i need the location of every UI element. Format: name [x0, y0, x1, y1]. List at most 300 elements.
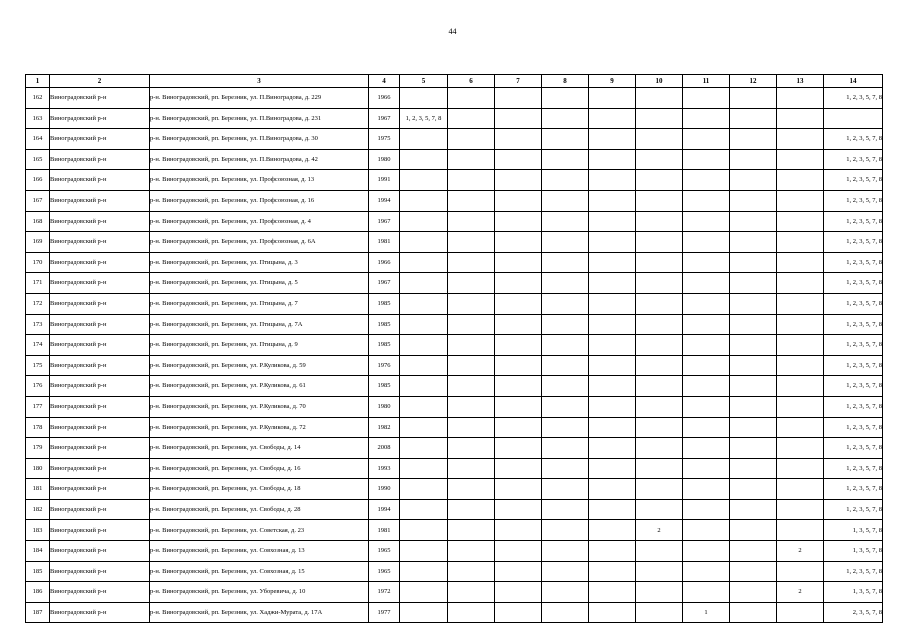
column-12-cell [730, 541, 777, 562]
column-5-cell: 1, 2, 3, 5, 7, 8 [400, 108, 448, 129]
column-8-cell [542, 499, 589, 520]
column-7-cell [495, 273, 542, 294]
district-cell: Виноградовский р-н [50, 602, 150, 623]
column-9-cell [589, 108, 636, 129]
year-cell: 1985 [369, 314, 400, 335]
address-cell: р-н. Виноградовский, рп. Березник, ул. Птицына, д. 9 [150, 335, 369, 356]
column-13-cell [777, 149, 824, 170]
column-7-cell [495, 211, 542, 232]
column-9-cell [589, 190, 636, 211]
column-12-cell [730, 108, 777, 129]
table-row [26, 335, 883, 356]
address-cell: р-н. Виноградовский, рп. Березник, ул. Хаджи-Мурата, д. 17А [150, 602, 369, 623]
row-number: 184 [26, 541, 50, 562]
column-6-cell [448, 108, 495, 129]
row-number: 179 [26, 438, 50, 459]
column-8-cell [542, 396, 589, 417]
district-cell: Виноградовский р-н [50, 170, 150, 191]
column-6-cell [448, 211, 495, 232]
column-10-cell [636, 376, 683, 397]
column-11-cell [683, 211, 730, 232]
column-13-cell [777, 335, 824, 356]
column-12-cell [730, 88, 777, 109]
table-row [26, 499, 883, 520]
column-5-cell [400, 293, 448, 314]
column-13-cell [777, 561, 824, 582]
year-cell: 1975 [369, 129, 400, 150]
table-row [26, 88, 883, 109]
column-6-cell [448, 190, 495, 211]
column-14-cell: 1, 3, 5, 7, 8 [824, 582, 883, 603]
district-cell: Виноградовский р-н [50, 335, 150, 356]
column-13-cell [777, 211, 824, 232]
row-number: 170 [26, 252, 50, 273]
column-8-cell [542, 541, 589, 562]
column-6-cell [448, 499, 495, 520]
column-14-cell: 1, 2, 3, 5, 7, 8 [824, 314, 883, 335]
column-11-cell [683, 499, 730, 520]
column-12-cell [730, 561, 777, 582]
column-14-cell [824, 108, 883, 129]
column-7-cell [495, 108, 542, 129]
column-5-cell [400, 520, 448, 541]
column-12-cell [730, 190, 777, 211]
column-header-5: 5 [400, 75, 448, 88]
column-14-cell: 1, 2, 3, 5, 7, 8 [824, 211, 883, 232]
column-13-cell [777, 602, 824, 623]
column-9-cell [589, 396, 636, 417]
table-row [26, 376, 883, 397]
column-8-cell [542, 88, 589, 109]
column-6-cell [448, 314, 495, 335]
column-10-cell [636, 561, 683, 582]
column-14-cell: 1, 2, 3, 5, 7, 8 [824, 479, 883, 500]
district-cell: Виноградовский р-н [50, 396, 150, 417]
column-5-cell [400, 541, 448, 562]
column-12-cell [730, 458, 777, 479]
column-5-cell [400, 602, 448, 623]
column-5-cell [400, 561, 448, 582]
column-8-cell [542, 211, 589, 232]
column-14-cell: 1, 2, 3, 5, 7, 8 [824, 232, 883, 253]
column-header-10: 10 [636, 75, 683, 88]
column-7-cell [495, 458, 542, 479]
table-row [26, 232, 883, 253]
row-number: 167 [26, 190, 50, 211]
column-13-cell [777, 479, 824, 500]
row-number: 181 [26, 479, 50, 500]
column-7-cell [495, 541, 542, 562]
column-5-cell [400, 438, 448, 459]
column-9-cell [589, 129, 636, 150]
column-6-cell [448, 438, 495, 459]
column-13-cell [777, 314, 824, 335]
address-cell: р-н. Виноградовский, рп. Березник, ул. Свободы, д. 28 [150, 499, 369, 520]
column-9-cell [589, 602, 636, 623]
table-row [26, 582, 883, 603]
page-number: 44 [448, 27, 457, 36]
column-14-cell: 1, 2, 3, 5, 7, 8 [824, 561, 883, 582]
row-number: 185 [26, 561, 50, 582]
column-12-cell [730, 335, 777, 356]
header-row [26, 75, 883, 88]
address-cell: р-н. Виноградовский, рп. Березник, ул. Р.Куликова, д. 61 [150, 376, 369, 397]
column-11-cell [683, 479, 730, 500]
row-number: 177 [26, 396, 50, 417]
column-7-cell [495, 170, 542, 191]
column-6-cell [448, 396, 495, 417]
address-cell: р-н. Виноградовский, рп. Березник, ул. Свободы, д. 16 [150, 458, 369, 479]
district-cell: Виноградовский р-н [50, 88, 150, 109]
column-7-cell [495, 396, 542, 417]
table-row [26, 252, 883, 273]
column-14-cell: 1, 2, 3, 5, 7, 8 [824, 376, 883, 397]
column-5-cell [400, 396, 448, 417]
table-row [26, 602, 883, 623]
year-cell: 1965 [369, 541, 400, 562]
column-12-cell [730, 479, 777, 500]
column-12-cell [730, 438, 777, 459]
address-cell: р-н. Виноградовский, рп. Березник, ул. Р.Куликова, д. 72 [150, 417, 369, 438]
column-9-cell [589, 582, 636, 603]
column-10-cell: 2 [636, 520, 683, 541]
column-9-cell [589, 252, 636, 273]
address-cell: р-н. Виноградовский, рп. Березник, ул. Профсоюзная, д. 13 [150, 170, 369, 191]
district-cell: Виноградовский р-н [50, 149, 150, 170]
column-10-cell [636, 211, 683, 232]
column-9-cell [589, 149, 636, 170]
table-row [26, 293, 883, 314]
address-cell: р-н. Виноградовский, рп. Березник, ул. Профсоюзная, д. 6А [150, 232, 369, 253]
district-cell: Виноградовский р-н [50, 232, 150, 253]
district-cell: Виноградовский р-н [50, 541, 150, 562]
column-5-cell [400, 211, 448, 232]
row-number: 166 [26, 170, 50, 191]
address-cell: р-н. Виноградовский, рп. Березник, ул. Птицына, д. 7А [150, 314, 369, 335]
row-number: 173 [26, 314, 50, 335]
column-8-cell [542, 232, 589, 253]
column-8-cell [542, 273, 589, 294]
column-13-cell [777, 190, 824, 211]
column-7-cell [495, 520, 542, 541]
column-11-cell [683, 335, 730, 356]
year-cell: 1980 [369, 149, 400, 170]
column-8-cell [542, 355, 589, 376]
registry-table [25, 74, 883, 623]
column-12-cell [730, 314, 777, 335]
column-12-cell [730, 396, 777, 417]
column-5-cell [400, 499, 448, 520]
column-13-cell [777, 396, 824, 417]
column-14-cell: 1, 2, 3, 5, 7, 8 [824, 335, 883, 356]
table-body [26, 88, 883, 623]
column-11-cell [683, 314, 730, 335]
column-9-cell [589, 438, 636, 459]
column-11-cell [683, 541, 730, 562]
column-7-cell [495, 129, 542, 150]
address-cell: р-н. Виноградовский, рп. Березник, ул. Птицына, д. 5 [150, 273, 369, 294]
column-6-cell [448, 232, 495, 253]
column-12-cell [730, 170, 777, 191]
column-header-11: 11 [683, 75, 730, 88]
column-14-cell: 1, 2, 3, 5, 7, 8 [824, 499, 883, 520]
table-row [26, 190, 883, 211]
column-5-cell [400, 129, 448, 150]
column-6-cell [448, 417, 495, 438]
column-6-cell [448, 458, 495, 479]
column-14-cell: 1, 2, 3, 5, 7, 8 [824, 273, 883, 294]
column-14-cell: 1, 2, 3, 5, 7, 8 [824, 252, 883, 273]
column-13-cell [777, 376, 824, 397]
address-cell: р-н. Виноградовский, рп. Березник, ул. Птицына, д. 7 [150, 293, 369, 314]
column-7-cell [495, 376, 542, 397]
column-6-cell [448, 602, 495, 623]
column-7-cell [495, 252, 542, 273]
column-8-cell [542, 190, 589, 211]
column-8-cell [542, 438, 589, 459]
column-12-cell [730, 582, 777, 603]
column-6-cell [448, 170, 495, 191]
column-9-cell [589, 520, 636, 541]
row-number: 175 [26, 355, 50, 376]
row-number: 169 [26, 232, 50, 253]
table-row [26, 108, 883, 129]
row-number: 162 [26, 88, 50, 109]
column-9-cell [589, 314, 636, 335]
column-14-cell: 1, 2, 3, 5, 7, 8 [824, 190, 883, 211]
column-12-cell [730, 417, 777, 438]
year-cell: 1972 [369, 582, 400, 603]
column-7-cell [495, 190, 542, 211]
table-row [26, 211, 883, 232]
address-cell: р-н. Виноградовский, рп. Березник, ул. П.Виноградова, д. 42 [150, 149, 369, 170]
column-11-cell [683, 108, 730, 129]
year-cell: 1994 [369, 190, 400, 211]
column-10-cell [636, 88, 683, 109]
column-11-cell [683, 561, 730, 582]
column-13-cell [777, 129, 824, 150]
district-cell: Виноградовский р-н [50, 314, 150, 335]
table-row [26, 396, 883, 417]
column-12-cell [730, 355, 777, 376]
column-10-cell [636, 396, 683, 417]
year-cell: 1981 [369, 232, 400, 253]
column-6-cell [448, 582, 495, 603]
address-cell: р-н. Виноградовский, рп. Березник, ул. Совхозная, д. 15 [150, 561, 369, 582]
column-header-4: 4 [369, 75, 400, 88]
table-row [26, 273, 883, 294]
address-cell: р-н. Виноградовский, рп. Березник, ул. Советская, д. 23 [150, 520, 369, 541]
column-11-cell [683, 438, 730, 459]
column-header-1: 1 [26, 75, 50, 88]
column-7-cell [495, 232, 542, 253]
row-number: 168 [26, 211, 50, 232]
column-10-cell [636, 499, 683, 520]
column-header-14: 14 [824, 75, 883, 88]
column-5-cell [400, 273, 448, 294]
column-14-cell: 1, 2, 3, 5, 7, 8 [824, 355, 883, 376]
column-10-cell [636, 355, 683, 376]
table-row [26, 479, 883, 500]
table-row [26, 438, 883, 459]
column-13-cell [777, 108, 824, 129]
column-10-cell [636, 541, 683, 562]
district-cell: Виноградовский р-н [50, 293, 150, 314]
column-12-cell [730, 376, 777, 397]
row-number: 172 [26, 293, 50, 314]
column-10-cell [636, 190, 683, 211]
column-10-cell [636, 438, 683, 459]
column-14-cell: 1, 2, 3, 5, 7, 8 [824, 458, 883, 479]
column-13-cell [777, 170, 824, 191]
column-6-cell [448, 252, 495, 273]
table-row [26, 541, 883, 562]
column-5-cell [400, 190, 448, 211]
column-7-cell [495, 499, 542, 520]
column-14-cell: 1, 2, 3, 5, 7, 8 [824, 149, 883, 170]
column-6-cell [448, 520, 495, 541]
column-9-cell [589, 376, 636, 397]
column-13-cell [777, 355, 824, 376]
district-cell: Виноградовский р-н [50, 211, 150, 232]
column-14-cell: 1, 2, 3, 5, 7, 8 [824, 129, 883, 150]
district-cell: Виноградовский р-н [50, 438, 150, 459]
column-8-cell [542, 314, 589, 335]
column-5-cell [400, 232, 448, 253]
address-cell: р-н. Виноградовский, рп. Березник, ул. Свободы, д. 18 [150, 479, 369, 500]
district-cell: Виноградовский р-н [50, 355, 150, 376]
column-5-cell [400, 170, 448, 191]
address-cell: р-н. Виноградовский, рп. Березник, ул. Профсоюзная, д. 16 [150, 190, 369, 211]
column-7-cell [495, 314, 542, 335]
column-10-cell [636, 314, 683, 335]
address-cell: р-н. Виноградовский, рп. Березник, ул. П.Виноградова, д. 30 [150, 129, 369, 150]
column-header-12: 12 [730, 75, 777, 88]
district-cell: Виноградовский р-н [50, 108, 150, 129]
district-cell: Виноградовский р-н [50, 273, 150, 294]
column-13-cell: 2 [777, 582, 824, 603]
column-14-cell: 1, 2, 3, 5, 7, 8 [824, 293, 883, 314]
column-11-cell [683, 232, 730, 253]
row-number: 187 [26, 602, 50, 623]
column-8-cell [542, 170, 589, 191]
column-9-cell [589, 293, 636, 314]
column-5-cell [400, 149, 448, 170]
column-11-cell [683, 293, 730, 314]
row-number: 171 [26, 273, 50, 294]
column-14-cell: 1, 3, 5, 7, 8 [824, 541, 883, 562]
column-10-cell [636, 170, 683, 191]
column-5-cell [400, 314, 448, 335]
column-6-cell [448, 129, 495, 150]
column-10-cell [636, 232, 683, 253]
district-cell: Виноградовский р-н [50, 190, 150, 211]
year-cell: 1994 [369, 499, 400, 520]
column-11-cell [683, 355, 730, 376]
column-11-cell [683, 129, 730, 150]
column-6-cell [448, 88, 495, 109]
column-11-cell [683, 149, 730, 170]
row-number: 163 [26, 108, 50, 129]
column-5-cell [400, 252, 448, 273]
column-7-cell [495, 602, 542, 623]
column-14-cell: 2, 3, 5, 7, 8 [824, 602, 883, 623]
column-8-cell [542, 417, 589, 438]
column-11-cell [683, 190, 730, 211]
column-8-cell [542, 479, 589, 500]
column-14-cell: 1, 2, 3, 5, 7, 8 [824, 396, 883, 417]
row-number: 182 [26, 499, 50, 520]
column-12-cell [730, 149, 777, 170]
row-number: 186 [26, 582, 50, 603]
table-row [26, 561, 883, 582]
column-12-cell [730, 252, 777, 273]
column-14-cell: 1, 2, 3, 5, 7, 8 [824, 417, 883, 438]
column-8-cell [542, 602, 589, 623]
column-9-cell [589, 561, 636, 582]
table-row [26, 355, 883, 376]
year-cell: 1965 [369, 561, 400, 582]
column-8-cell [542, 376, 589, 397]
year-cell: 1967 [369, 211, 400, 232]
column-13-cell [777, 293, 824, 314]
column-10-cell [636, 108, 683, 129]
column-11-cell [683, 273, 730, 294]
column-10-cell [636, 582, 683, 603]
column-12-cell [730, 499, 777, 520]
column-9-cell [589, 273, 636, 294]
year-cell: 1985 [369, 376, 400, 397]
table-row [26, 520, 883, 541]
column-8-cell [542, 129, 589, 150]
column-6-cell [448, 561, 495, 582]
column-13-cell [777, 458, 824, 479]
district-cell: Виноградовский р-н [50, 582, 150, 603]
column-13-cell [777, 499, 824, 520]
district-cell: Виноградовский р-н [50, 561, 150, 582]
column-10-cell [636, 129, 683, 150]
column-12-cell [730, 273, 777, 294]
column-13-cell [777, 88, 824, 109]
column-8-cell [542, 458, 589, 479]
column-12-cell [730, 211, 777, 232]
column-11-cell [683, 582, 730, 603]
year-cell: 1993 [369, 458, 400, 479]
column-6-cell [448, 149, 495, 170]
column-10-cell [636, 252, 683, 273]
row-number: 174 [26, 335, 50, 356]
column-9-cell [589, 335, 636, 356]
column-7-cell [495, 582, 542, 603]
column-10-cell [636, 293, 683, 314]
column-13-cell [777, 273, 824, 294]
column-9-cell [589, 458, 636, 479]
column-7-cell [495, 88, 542, 109]
year-cell: 1991 [369, 170, 400, 191]
district-cell: Виноградовский р-н [50, 458, 150, 479]
column-13-cell [777, 252, 824, 273]
table-row [26, 417, 883, 438]
column-7-cell [495, 355, 542, 376]
column-12-cell [730, 520, 777, 541]
column-9-cell [589, 499, 636, 520]
column-9-cell [589, 541, 636, 562]
column-9-cell [589, 232, 636, 253]
column-14-cell: 1, 3, 5, 7, 8 [824, 520, 883, 541]
year-cell: 1981 [369, 520, 400, 541]
district-cell: Виноградовский р-н [50, 520, 150, 541]
year-cell: 1985 [369, 293, 400, 314]
